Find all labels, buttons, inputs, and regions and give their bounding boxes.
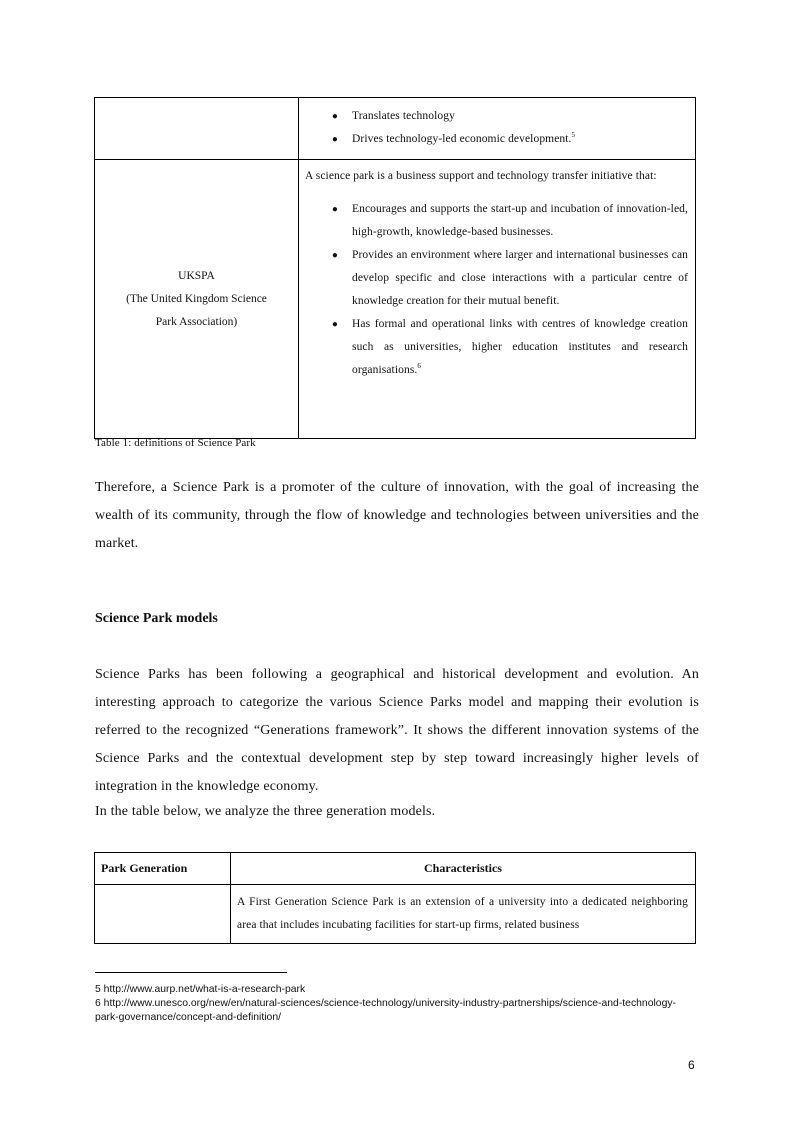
definition-intro: A science park is a business support and technology transfer initiative that: — [305, 170, 657, 182]
column-header: Characteristics — [231, 853, 696, 885]
body-paragraph: Science Parks has been following a geographical and historical development and evolution. An interesting approach to categorize the various Science Parks model and mapping their evolution is referred to the recognized “Generations framework”. It shows the different innovation systems of the Science Parks and the contextual development step by step toward increasingly higher levels of integration in the knowledge economy. — [95, 667, 699, 794]
table-cell-definition — [299, 160, 696, 439]
list-item: ● Encourages and supports the start-up and incubation of innovation-led, high-growth, knowledge-based businesses. — [305, 198, 688, 244]
bullet-icon: ● — [331, 204, 339, 215]
footnote-divider — [95, 972, 287, 973]
table-row — [95, 160, 696, 439]
generations-table — [94, 852, 696, 944]
table-row — [95, 885, 696, 944]
bullet-list — [305, 198, 688, 382]
organization-cell — [95, 160, 299, 439]
bullet-list — [305, 102, 688, 155]
footnote-ref: 5 — [571, 131, 576, 139]
bullet-icon: ● — [331, 134, 339, 145]
table-cell: A First Generation Science Park is an extension of a university into a dedicated neighboring area that includes incubating facilities for start-up firms, related business — [231, 885, 696, 944]
definitions-table — [94, 97, 696, 439]
org-name: UKSPA — [178, 269, 215, 282]
org-fullname-line1: (The United Kingdom Science — [126, 292, 267, 305]
list-item: ● Drives technology-led economic development.$^5$ — [305, 128, 688, 151]
table-row — [95, 98, 696, 160]
page-number: 6 — [688, 1058, 695, 1072]
column-header: Park Generation — [95, 853, 231, 885]
footnote: 5 http://www.aurp.net/what-is-a-research-park — [95, 984, 306, 995]
table-cell-definition — [299, 98, 696, 160]
section-heading: Science Park models — [95, 611, 218, 626]
table-caption: Table 1: definitions of Science Park — [95, 437, 256, 449]
table-header-row — [95, 853, 696, 885]
table-cell — [95, 885, 231, 944]
list-item: ● Provides an environment where larger and international businesses can develop specific and close interactions with a particular centre of knowledge creation for their mutual benefit. — [305, 244, 688, 313]
list-item: ● Has formal and operational links with centres of knowledge creation such as universities, higher education institutes and research organisations.$^6$ — [305, 313, 688, 382]
body-paragraph: In the table below, we analyze the three generation models. — [95, 804, 436, 819]
bullet-icon: ● — [331, 319, 339, 330]
footnote-ref: 6 — [417, 362, 422, 370]
bullet-icon: ● — [331, 111, 339, 122]
body-paragraph: Therefore, a Science Park is a promoter of the culture of innovation, with the goal of increasing the wealth of its community, through the flow of knowledge and technologies between universities and the market. — [95, 480, 699, 551]
bullet-icon: ● — [331, 250, 339, 261]
org-fullname-line2: Park Association) — [155, 315, 238, 328]
footnote: 6 http://www.unesco.org/new/en/natural-sciences/science-technology/university-industry-partnerships/science-and-technology-park-governance/concept-and-definition/ — [95, 998, 677, 1023]
table-cell-empty — [95, 98, 299, 160]
list-item: ● Translates technology — [305, 105, 688, 128]
